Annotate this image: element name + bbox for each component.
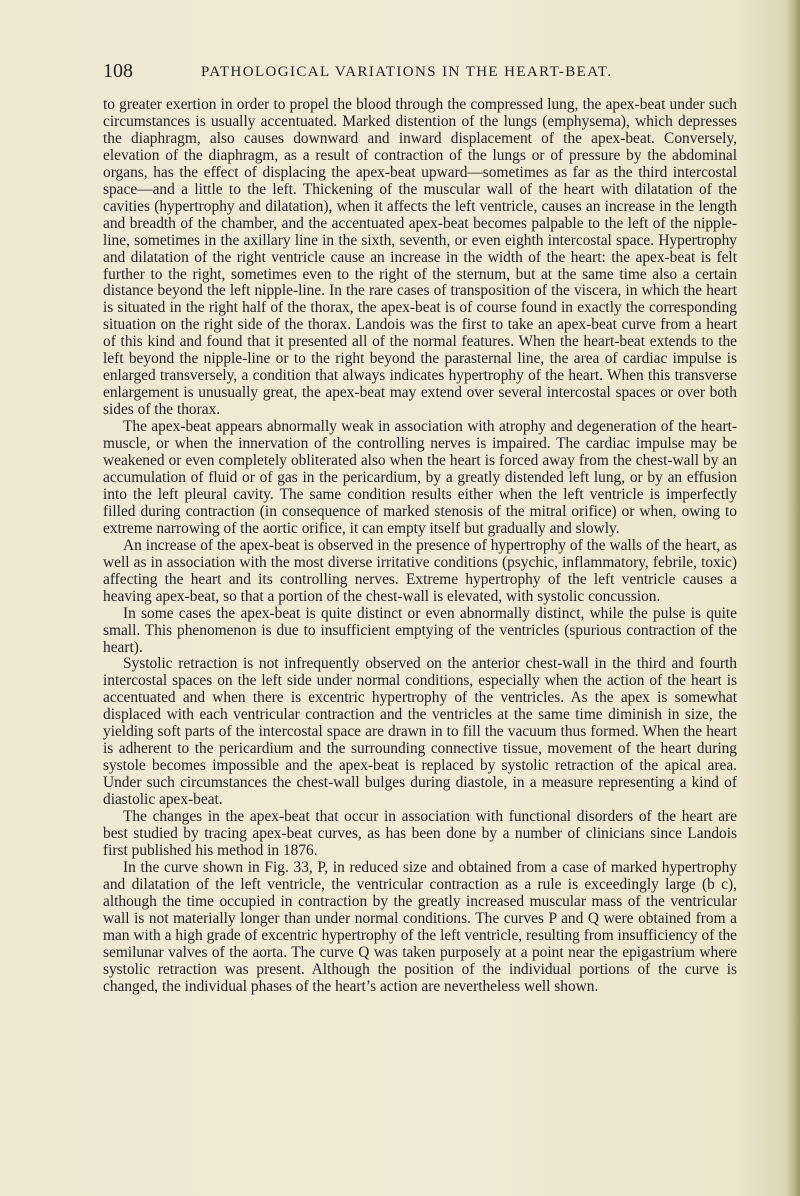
paragraph: The changes in the apex-beat that occur in association with functional disorders of the heart are best studied by tracing apex-beat curves, as has been done by a number of clinicians since Landois first published his method in 1876.	[103, 808, 737, 859]
paragraph: An increase of the apex-beat is observed in the presence of hypertrophy of the walls of the heart, as well as in association with the most diverse irritative conditions (psychic, inflammatory, febrile, toxic) affecting the heart and its controlling nerves. Extreme hypertrophy of the left ventricle causes a heaving apex-beat, so that a portion of the chest-wall is elevated, with systolic concussion.	[103, 536, 737, 605]
paragraph: Systolic retraction is not infrequently observed on the anterior chest-wall in the third and fourth intercostal spaces on the left side under normal conditions, especially when the action of the heart is accentuated and when there is excentric hypertrophy of the ventricles. As the apex is somewhat displaced with each ventricular contraction and the ventricles at the same time diminish in size, the yielding soft parts of the intercostal space are drawn in to fill the vacuum thus formed. When the heart is adherent to the pericardium and the surrounding connective tissue, movement of the heart during systole becomes impossible and the apex-beat is replaced by systolic retraction of the apical area. Under such circumstances the chest-wall bulges during diastole, in a measure representing a kind of diastolic apex-beat.	[103, 655, 737, 809]
body-text	[103, 97, 737, 996]
running-head: PATHOLOGICAL VARIATIONS IN THE HEART-BEAT.	[201, 64, 613, 80]
page-number: 108	[103, 60, 133, 82]
page-header	[103, 60, 743, 88]
paragraph: In some cases the apex-beat is quite distinct or even abnormally distinct, while the pulse is quite small. This phenomenon is due to insufficient emptying of the ventricles (spurious contraction of the heart).	[103, 604, 737, 656]
paragraph: to greater exertion in order to propel the blood through the compressed lung, the apex-beat under such circumstances is usually accentuated. Marked distention of the lungs (emphysema), which depresses the diaphragm, also causes downward and inward displacement of the apex-beat. Conversely, elevation of the diaphragm, as a result of contraction of the lungs or of pressure by the abdominal organs, has the effect of displacing the apex-beat upward—sometimes as far as the third intercostal space—and a little to the left. Thickening of the muscular wall of the heart with dilatation of the cavities (hypertrophy and dilatation), when it affects the left ventricle, causes an increase in the length and breadth of the chamber, and the accentuated apex-beat becomes palpable to the left of the nipple-line, sometimes in the axillary line in the sixth, seventh, or even eighth intercostal space. Hypertrophy and dilatation of the right ventricle cause an increase in the width of the heart: the apex-beat is felt further to the right, sometimes even to the right of the sternum, but at the same time also a certain distance beyond the left nipple-line. In the rare cases of transposition of the viscera, in which the heart is situated in the right half of the thorax, the apex-beat is of course found in exactly the corresponding situation on the right side of the thorax. Landois was the first to take an apex-beat curve from a heart of this kind and found that it presented all of the normal features. When the heart-beat extends to the left beyond the nipple-line or to the right beyond the parasternal line, the area of cardiac impulse is enlarged transversely, a condition that always indicates hypertrophy of the heart. When this transverse enlargement is unusually great, the apex-beat may extend over several intercostal spaces or over both sides of the thorax.	[103, 96, 737, 419]
paragraph: In the curve shown in Fig. 33, P, in reduced size and obtained from a case of marked hypertrophy and dilatation of the left ventricle, the ventricular contraction as a rule is exceedingly large (b c), although the time occupied in contraction by the greatly increased muscular mass of the ventricular wall is not materially longer than under normal conditions. The curves P and Q were obtained from a man with a high grade of excentric hypertrophy of the left ventricle, resulting from insufficiency of the semilunar valves of the aorta. The curve Q was taken purposely at a point near the epigastrium where systolic retraction was present. Although the position of the individual portions of the curve is changed, the individual phases of the heart’s action are nevertheless well shown.	[103, 858, 737, 995]
paragraph: The apex-beat appears abnormally weak in association with atrophy and degeneration of the heart-muscle, or when the innervation of the controlling nerves is impaired. The cardiac impulse may be weakened or even completely obliterated also when the heart is forced away from the chest-wall by an accumulation of fluid or of gas in the pericardium, by a greatly distended left lung, or by an effusion into the left pleural cavity. The same condition results either when the left ventricle is imperfectly filled during contraction (in consequence of marked stenosis of the mitral orifice) or when, owing to extreme narrowing of the aortic orifice, it can empty itself but gradually and slowly.	[103, 418, 737, 537]
page-edge-shadow	[786, 0, 800, 1196]
